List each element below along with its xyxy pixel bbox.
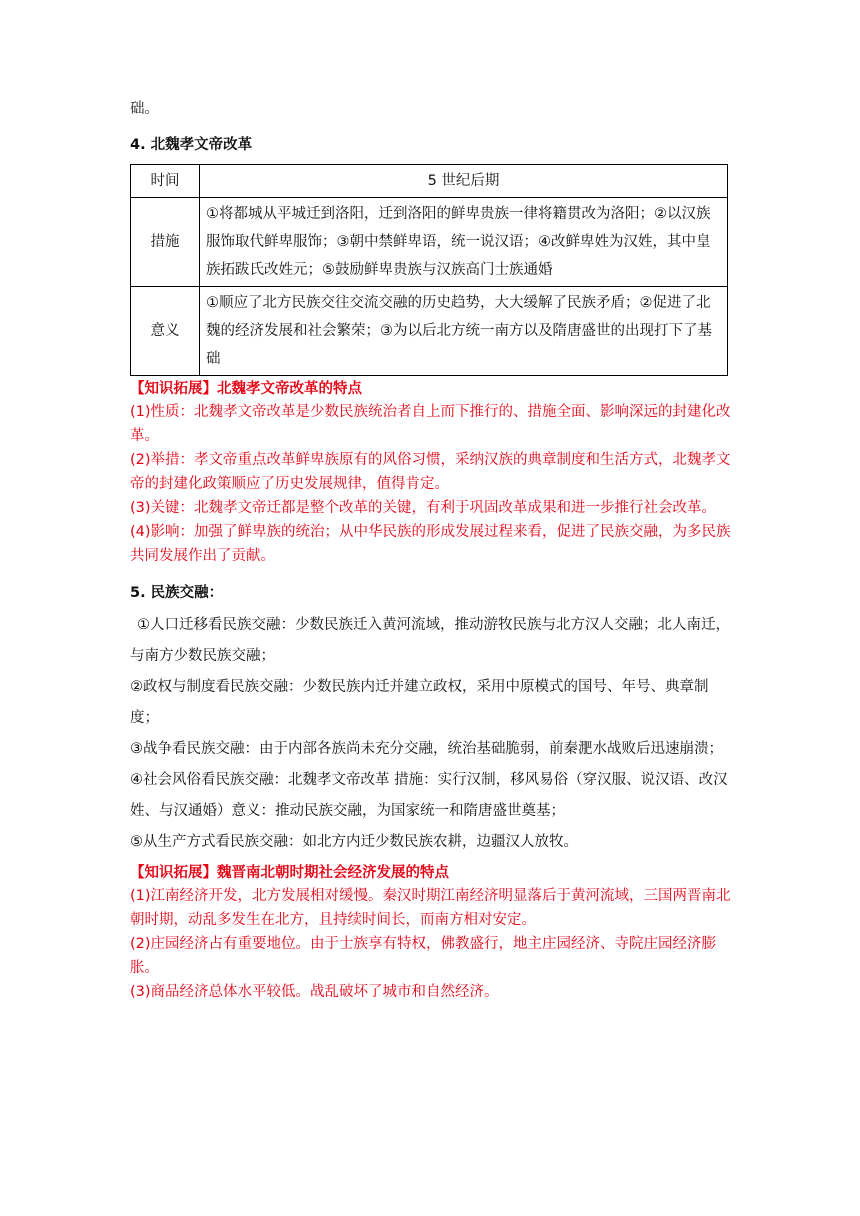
table-row-time — [131, 165, 728, 198]
extension-heading: 【知识拓展】魏晋南北朝时期社会经济发展的特点 — [130, 865, 449, 881]
table-cell-value: ①顺应了北方民族交往交流交融的历史趋势，大大缓解了民族矛盾；②促进了北魏的经济发展和社会繁荣；③为以后北方统一南方以及隋唐盛世的出现打下了基础 — [200, 287, 728, 376]
table-cell-value: ①将都城从平城迁到洛阳，迁到洛阳的鲜卑贵族一律将籍贯改为洛阳；②以汉族服饰取代鲜卑服饰；③朝中禁鲜卑语，统一说汉语；④改鲜卑姓为汉姓，其中皇族拓跋氏改姓元；⑤鼓励鲜卑贵族与汉族高门士族通婚 — [200, 198, 728, 287]
extension-item: (4)影响：加强了鲜卑族的统治；从中华民族的形成发展过程来看，促进了民族交融，为多民族共同发展作出了贡献。 — [130, 524, 731, 564]
section5-heading: 5. 民族交融： — [130, 585, 224, 601]
extension-heading: 【知识拓展】北魏孝文帝改革的特点 — [130, 381, 362, 397]
list-item: ④社会风俗看民族交融：北魏孝文帝改革 措施：实行汉制，移风易俗（穿汉服、说汉语、改汉姓、与汉通婚）意义：推动民族交融，为国家统一和隋唐盛世奠基； — [130, 772, 728, 819]
extension-item: (2)庄园经济占有重要地位。由于士族享有特权，佛教盛行，地主庄园经济、寺院庄园经济膨胀。 — [130, 936, 717, 976]
list-item: ②政权与制度看民族交融：少数民族内迁并建立政权，采用中原模式的国号、年号、典章制度； — [130, 679, 709, 726]
list-item: ⑤从生产方式看民族交融：如北方内迁少数民族农耕，边疆汉人放牧。 — [130, 834, 578, 850]
section4-heading: 4. 北魏孝文帝改革 — [130, 137, 253, 153]
table-cell-label: 措施 — [131, 198, 200, 287]
extension-item: (1)江南经济开发，北方发展相对缓慢。秦汉时期江南经济明显落后于黄河流域，三国两晋南北朝时期，动乱多发生在北方，且持续时间长，而南方相对安定。 — [130, 888, 731, 928]
document-page — [130, 98, 735, 1004]
table-row-significance — [131, 287, 728, 376]
table-cell-label: 时间 — [131, 165, 200, 198]
table-cell-label: 意义 — [131, 287, 200, 376]
knowledge-extension-economy — [130, 862, 735, 1004]
list-item: ①人口迁移看民族交融：少数民族迁入黄河流域，推动游牧民族与北方汉人交融；北人南迁，与南方少数民族交融； — [130, 617, 730, 664]
extension-item: (2)举措：孝文帝重点改革鲜卑族原有的风俗习惯，采纳汉族的典章制度和生活方式，北魏孝文帝的封建化政策顺应了历史发展规律，值得肯定。 — [130, 452, 731, 492]
list-item: ③战争看民族交融：由于内部各族尚未充分交融，统治基础脆弱，前秦淝水战败后迅速崩溃； — [130, 741, 723, 757]
extension-item: (1)性质：北魏孝文帝改革是少数民族统治者自上而下推行的、措施全面、影响深远的封建化改革。 — [130, 404, 731, 444]
reform-table — [130, 164, 728, 376]
table-cell-value: 5 世纪后期 — [200, 165, 728, 198]
ethnic-fusion-list — [130, 610, 735, 858]
extension-item: (3)关键：北魏孝文帝迁都是整个改革的关键，有利于巩固改革成果和进一步推行社会改革。 — [130, 500, 717, 516]
table-row-measures — [131, 198, 728, 287]
intro-tail-text: 础。 — [130, 101, 159, 117]
knowledge-extension-reform — [130, 378, 735, 568]
extension-item: (3)商品经济总体水平较低。战乱破坏了城市和自然经济。 — [130, 984, 499, 1000]
